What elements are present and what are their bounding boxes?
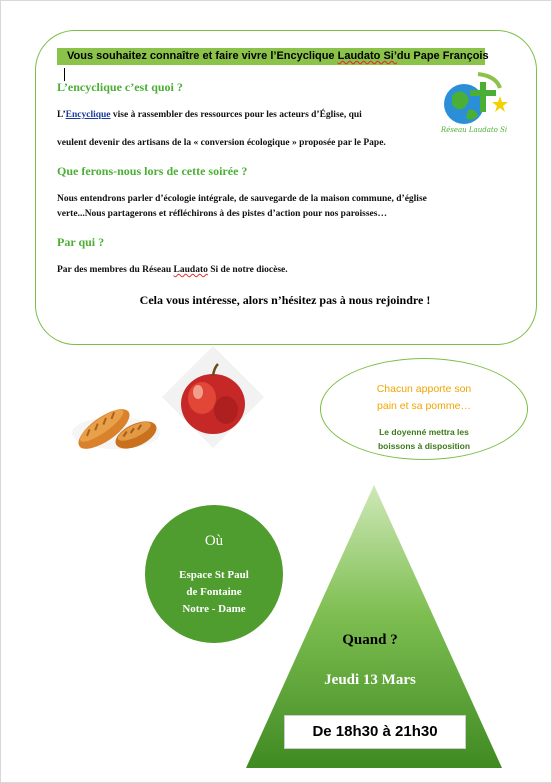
svg-text:Réseau Laudato Si: Réseau Laudato Si <box>440 126 508 134</box>
event-date: Jeudi 13 Mars <box>324 672 416 688</box>
bring-food-bubble <box>320 358 528 460</box>
location-line-2: de Fontaine <box>186 586 242 598</box>
bubble-line-2: pain et sa pomme… <box>377 400 471 412</box>
heading-who: Par qui ? <box>57 235 105 249</box>
banner-underlined: Laudato Si’ <box>337 50 397 62</box>
event-time: De 18h30 à 21h30 <box>284 715 466 749</box>
encyclique-link[interactable]: Encyclique <box>65 110 111 120</box>
bread-image <box>68 385 163 465</box>
location-line-3: Notre - Dame <box>182 603 246 615</box>
paragraph-evening-2: verte...Nous partagerons et réfléchirons à des pistes d’action pour nos paroisses… <box>57 209 387 219</box>
bubble-line-3: Le doyenné mettra les <box>379 427 469 437</box>
location-title: Où <box>204 533 224 549</box>
paragraph-what-1: L’Encyclique vise à rassembler des ressources pour les acteurs d’Église, qui <box>57 110 362 120</box>
bubble-line-1: Chacun apporte son <box>376 383 472 395</box>
location-line-1: Espace St Paul <box>179 569 249 581</box>
when-title: Quand ? <box>342 632 398 648</box>
paragraph-who: Par des membres du Réseau Laudato Si de notre diocèse. <box>57 265 288 275</box>
paragraph-what-2: veulent devenir des artisans de la « conversion écologique » proposée par le Pape. <box>57 138 386 148</box>
banner-suffix: du Pape François <box>396 50 489 62</box>
apple-image <box>162 346 264 448</box>
heading-what: L’encyclique c’est quoi ? <box>57 80 183 94</box>
title-banner <box>57 48 489 65</box>
paragraph-evening-1: Nous entendrons parler d’écologie intégrale, de sauvegarde de la maison commune, d’église <box>57 194 427 204</box>
banner-text: Vous souhaitez connaître et faire vivre l’Encyclique <box>67 50 338 62</box>
bubble-line-4: boissons à disposition <box>377 441 471 451</box>
laudato-si-logo-icon <box>438 70 510 136</box>
call-to-action: Cela vous intéresse, alors n’hésitez pas à nous rejoindre ! <box>139 293 431 307</box>
heading-evening: Que ferons-nous lors de cette soirée ? <box>57 164 248 178</box>
